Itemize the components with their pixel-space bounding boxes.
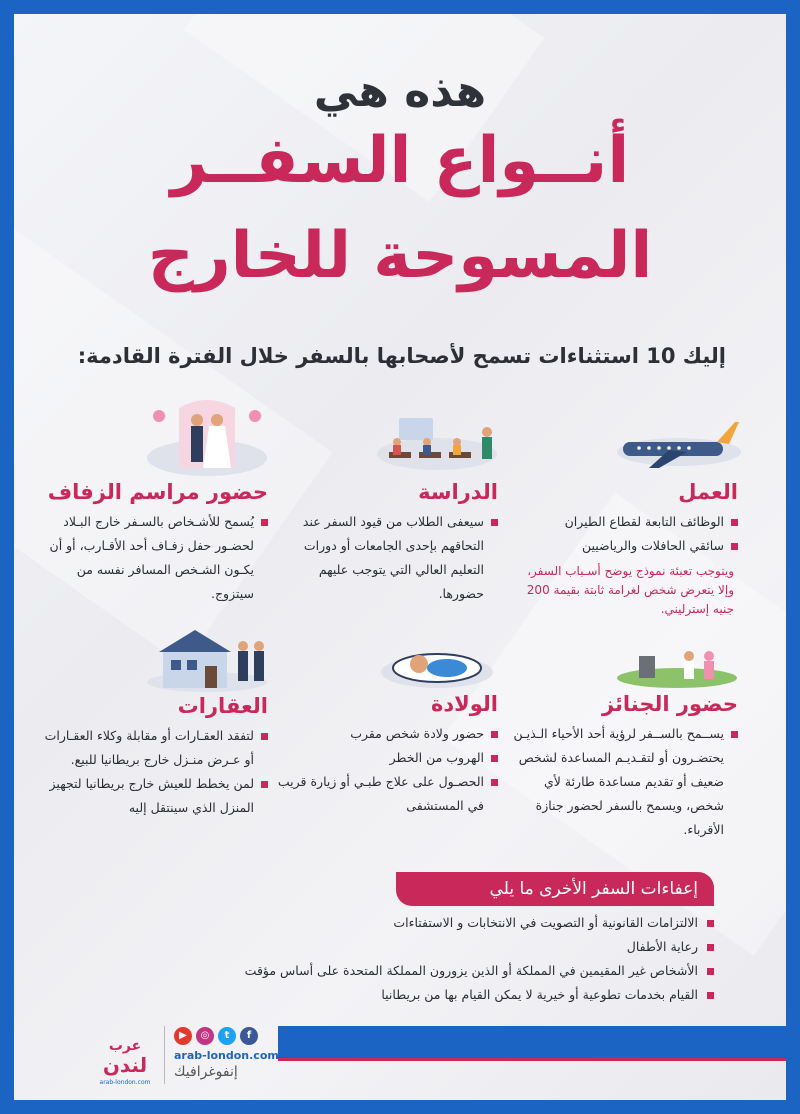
card-realestate (43, 622, 268, 820)
exemptions-banner: إعفاءات السفر الأخرى ما يلي (396, 872, 714, 906)
social-links (174, 1027, 258, 1045)
list-item: يســمح بالســفر لرؤية أحد الأحياء الـذيـن يحتضـرون أو لتقـديـم المساعدة لشخص ضعيف أو تقديم مساعدة طارئة لأي شخص، ويسمح بالسفر لحضور جنازة الأقرباء. (513, 722, 738, 842)
card-study (273, 412, 498, 606)
title-line-2: أنــواع السفــر (170, 124, 630, 198)
list-item: حضور ولادة شخص مقرب (273, 722, 498, 746)
exemptions-list (194, 911, 714, 1007)
twitter-icon[interactable]: t (218, 1027, 236, 1045)
footer-divider (164, 1026, 165, 1084)
card-birth (273, 642, 498, 818)
card-title: حضور مراسم الزفاف (47, 480, 268, 504)
site-link[interactable]: arab-london.com (174, 1049, 279, 1062)
wedding-couple-icon (139, 398, 274, 478)
airplane-icon (609, 412, 744, 478)
svg-text:لندن: لندن (102, 1053, 148, 1077)
brand-label: إنفوغرافيك (174, 1064, 238, 1080)
svg-text:عرب: عرب (108, 1038, 142, 1054)
instagram-icon[interactable]: ◎ (196, 1027, 214, 1045)
house-icon (139, 622, 274, 692)
card-title: العمل (678, 480, 738, 504)
facebook-icon[interactable]: f (240, 1027, 258, 1045)
infographic (14, 14, 786, 1100)
card-title: العقارات (177, 694, 268, 718)
list-item: يُسمح للأشـخاص بالسـفر خارج البـلاد لحضـور حفل زفـاف أحد الأقـارب، أو أن يكـون الشـخص المسافر نفسه من سيتزوج. (43, 510, 268, 606)
list-item: رعاية الأطفال (194, 935, 714, 959)
card-title: الولادة (430, 692, 498, 716)
fine-note: ويتوجب تعبئة نموذج يوضح أسـباب السفر، وإلا يتعرض شخص لغرامة ثابتة بقيمة 200 جنيه إسترليني. (526, 564, 734, 616)
list-item: الأشخاص غير المقيمين في المملكة أو الذين يزورون المملكة المتحدة على أساس مؤقت (194, 959, 714, 983)
list-item: الوظائف التابعة لقطاع الطيران (513, 510, 738, 534)
card-title: حضور الجنائز (601, 692, 738, 716)
list-item: القيام بخدمات تطوعية أو خيرية لا يمكن القيام بها من بريطانيا (194, 983, 714, 1007)
title-line-1: هذه هي (313, 66, 487, 117)
baby-icon (369, 642, 504, 690)
list-item: الحصـول على علاج طبـي أو زيارة قريب في المستشفى (273, 770, 498, 818)
svg-text:arab-london.com: arab-london.com (99, 1079, 151, 1086)
arab-london-logo (94, 1032, 156, 1088)
footer-accent-line (278, 1058, 786, 1061)
list-item: سيعفى الطلاب من قيود السفر عند التحاقهم بإحدى الجامعات أو دورات التعليم العالي التي يتوجب عليهم حضورها. (273, 510, 498, 606)
youtube-icon[interactable]: ▶ (174, 1027, 192, 1045)
list-item: لمن يخطط للعيش خارج بريطانيا لتجهيز المنزل الذي سينتقل إليه (43, 772, 268, 820)
title-line-3: المسوحة للخارج (147, 219, 653, 293)
card-work (513, 412, 738, 619)
list-item: لتفقد العقـارات أو مقابلة وكلاء العقـارات أو عـرض منـزل خارج بريطانيا للبيع. (43, 724, 268, 772)
card-funeral (513, 642, 738, 842)
intro-text: إليك 10 استثناءات تسمح لأصحابها بالسفر خلال الفترة القادمة: (77, 344, 726, 368)
card-wedding (43, 398, 268, 606)
list-item: سائقي الحافلات والرياضيين (513, 534, 738, 558)
list-item: الالتزامات القانونية أو التصويت في الانتخابات و الاستفتاءات (194, 911, 714, 935)
grave-icon (609, 642, 744, 690)
footer-bar (278, 1026, 786, 1058)
card-title: الدراسة (418, 480, 498, 504)
classroom-icon (369, 412, 504, 478)
list-item: الهروب من الخطر (273, 746, 498, 770)
